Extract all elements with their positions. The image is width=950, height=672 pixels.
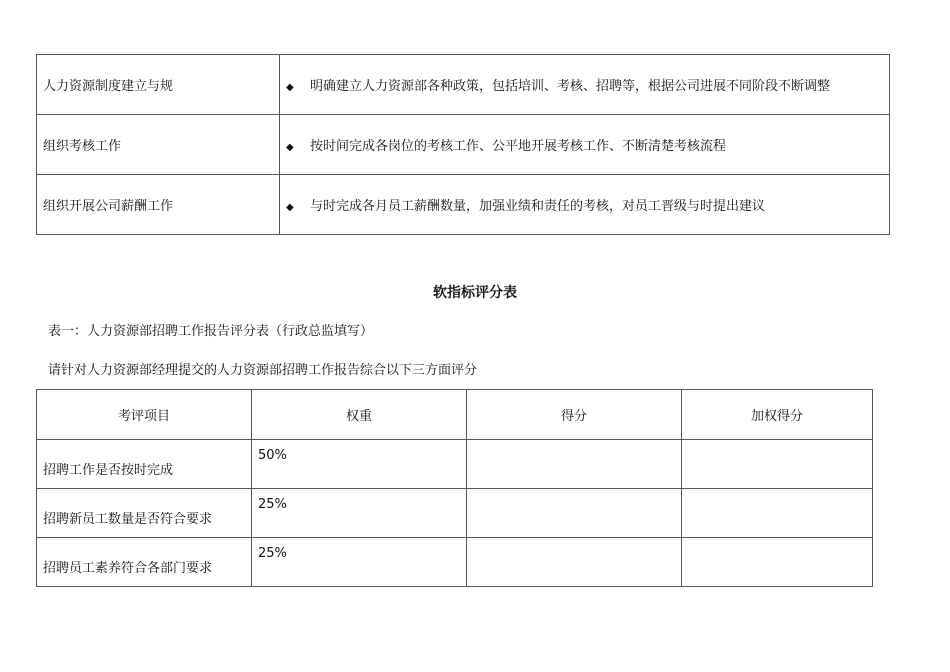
- weighted-score-cell[interactable]: [682, 489, 873, 538]
- detail-text: 按时间完成各岗位的考核工作、公平地开展考核工作、不断清楚考核流程: [310, 139, 727, 154]
- detail-cell: [280, 175, 890, 235]
- table-row: [37, 538, 873, 587]
- score-cell[interactable]: [467, 440, 682, 489]
- header-score: 得分: [467, 390, 682, 440]
- table-row: [37, 55, 890, 115]
- item-cell: 招聘新员工数量是否符合要求: [37, 489, 252, 538]
- score-table: [36, 389, 873, 587]
- weight-cell: 25%: [252, 538, 467, 587]
- header-weighted-score: 加权得分: [682, 390, 873, 440]
- header-row: [37, 390, 873, 440]
- diamond-bullet-icon: ◆: [286, 82, 294, 93]
- weight-cell: 50%: [252, 440, 467, 489]
- weighted-score-cell[interactable]: [682, 538, 873, 587]
- table-caption: 表一：人力资源部招聘工作报告评分表（行政总监填写）: [48, 324, 374, 339]
- weighted-score-cell[interactable]: [682, 440, 873, 489]
- diamond-bullet-icon: ◆: [286, 202, 294, 213]
- header-weight: 权重: [252, 390, 467, 440]
- detail-cell: [280, 115, 890, 175]
- task-cell: 组织考核工作: [37, 115, 280, 175]
- detail-text: 与时完成各月员工薪酬数量，加强业绩和责任的考核，对员工晋级与时提出建议: [310, 199, 766, 214]
- item-cell: 招聘工作是否按时完成: [37, 440, 252, 489]
- detail-cell: [280, 55, 890, 115]
- weight-cell: 25%: [252, 489, 467, 538]
- table-row: [37, 440, 873, 489]
- table-row: [37, 489, 873, 538]
- score-cell[interactable]: [467, 538, 682, 587]
- responsibility-table: [36, 54, 890, 235]
- task-cell: 组织开展公司薪酬工作: [37, 175, 280, 235]
- header-item: 考评项目: [37, 390, 252, 440]
- diamond-bullet-icon: ◆: [286, 142, 294, 153]
- section-title: 软指标评分表: [433, 285, 517, 301]
- score-cell[interactable]: [467, 489, 682, 538]
- table-row: [37, 115, 890, 175]
- table-row: [37, 175, 890, 235]
- task-cell: 人力资源制度建立与规: [37, 55, 280, 115]
- item-cell: 招聘员工素养符合各部门要求: [37, 538, 252, 587]
- instruction-text: 请针对人力资源部经理提交的人力资源部招聘工作报告综合以下三方面评分: [48, 363, 478, 378]
- detail-text: 明确建立人力资源部各种政策，包括培训、考核、招聘等，根据公司进展不同阶段不断调整: [310, 79, 831, 94]
